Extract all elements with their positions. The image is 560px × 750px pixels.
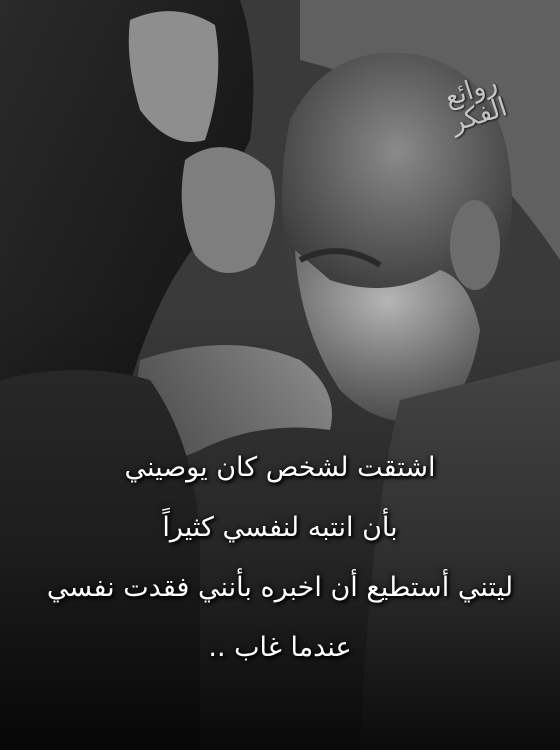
caption-line-4: عندما غاب .. xyxy=(208,632,352,663)
caption-line-1: اشتقت لشخص كان يوصيني xyxy=(124,452,436,483)
caption-line-2: بأن انتبه لنفسي كثيراً xyxy=(162,512,398,543)
man-ear xyxy=(450,200,500,290)
girl-face xyxy=(182,147,275,273)
caption-line-3: ليتني أستطيع أن اخبره بأنني فقدت نفسي xyxy=(46,572,514,603)
watermark-text: روائع الفكر xyxy=(440,68,511,139)
caption xyxy=(0,438,560,678)
